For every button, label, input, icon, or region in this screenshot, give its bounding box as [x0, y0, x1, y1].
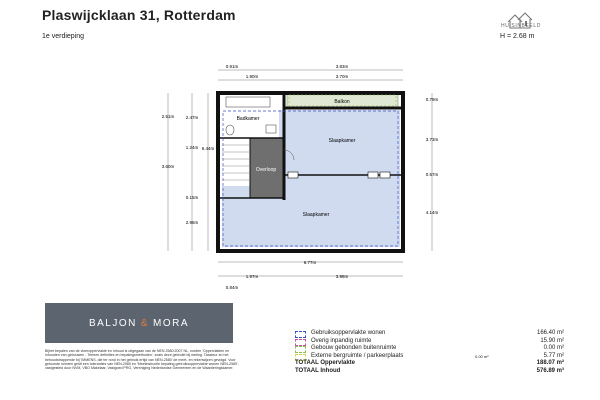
sink [266, 125, 276, 133]
room-label-balcony: Balkon [334, 99, 350, 105]
dim-left-2: 2.47m [185, 115, 199, 120]
dim-left-5: 0.15m [185, 195, 199, 200]
total-area-label: TOTAAL Oppervlakte [295, 360, 356, 366]
total-volume-value: 576.89 m³ [536, 367, 564, 374]
legend-label: Gebruiksoppervlakte wonen [311, 330, 386, 336]
page-title: Plaswijcklaan 31, Rotterdam [42, 7, 236, 23]
bathtub [226, 97, 270, 107]
logo-text: HUISINBEELD [501, 23, 541, 29]
room-label-landing: Overloop [255, 167, 277, 173]
area-legend [295, 330, 570, 375]
dim-top-2: 3.83m [335, 64, 349, 69]
dim-bottom-1: 6.77m [303, 260, 317, 265]
room-label-bathroom: Badkamer [236, 116, 260, 122]
dim-left-1: 2.51m [161, 114, 175, 119]
dim-right-3: 0.57m [425, 172, 439, 177]
dim-bottom-2: 1.97m [245, 274, 259, 279]
dim-left-4: 3.60m [161, 164, 175, 169]
dim-top-1: 0.91m [225, 64, 239, 69]
dim-left-6: 2.96m [185, 220, 199, 225]
total-volume-label: TOTAAL Inhoud [295, 367, 341, 374]
legend-value: 15.90 m² [540, 337, 564, 344]
legend-value: 5.77 m² [543, 352, 564, 359]
dim-bottom-3: 3.98m [335, 274, 349, 279]
legend-extra-value: 0.00 m² [475, 353, 489, 359]
legend-row [295, 353, 570, 361]
dim-left-3: 1.24m [185, 145, 199, 150]
agency-ampersand: & [140, 317, 150, 329]
dim-top-3: 1.90m [245, 74, 259, 79]
legend-row [295, 330, 570, 338]
legend-value: 166.40 m² [536, 330, 564, 336]
legend-value: 0.00 m² [543, 345, 564, 351]
agency-name-1: BALJON [88, 317, 137, 329]
dim-bottom-4: 0.84m [225, 285, 239, 290]
legend-label: Overig inpandig ruimte [311, 337, 372, 344]
legend-total-row [295, 368, 570, 376]
agency-logo [45, 303, 233, 343]
legend-row [295, 345, 570, 353]
agency-name-2: MORA [153, 317, 190, 329]
dim-right-4: 4.14m [425, 210, 439, 215]
legend-row [295, 338, 570, 346]
toilet [226, 125, 234, 135]
legend-label: Gebouw gebonden buitenruimte [311, 345, 397, 351]
room-label-bedroom-1: Slaapkamer [328, 138, 356, 144]
total-area-value: 188.07 m² [536, 360, 564, 366]
dim-top-4: 3.70m [335, 74, 349, 79]
dim-right-1: 0.79m [425, 97, 439, 102]
disclaimer-text: Bijhet bepalen van de vloeroppervlakte en inhoud is uitgegaan van de NEN 2580:2007 NL, norden 'Oppervlakten en inhouden van gebouwen - Termen definities en bepalingsmethoden', zoals deze gebruikt bij meting. Taxateur en het behoudstrappende bij 'IMMENS, die ter rond in het gebruik ertijd van NEN-2580' de meet- en rekenwijzen gevolgd. Voor getoonde ruimten geldt een toleranties van NEN-2580 en 'Meetinstructie bepaling gebruiksoppervlakte wonen NEN-2580', vastgesteld door NVM, VBO Makelaar, Vastgoed PRO, Vereniging Nederlandse Gemeenten en de Waarderingskamer. [45, 349, 239, 371]
floor-label: 1e verdieping [42, 33, 85, 40]
dim-right-2: 3.73m [425, 137, 439, 142]
ceiling-height: H = 2.68 m [500, 33, 535, 40]
dim-left-7: 6.44m [201, 146, 215, 151]
room-label-bedroom-2: Slaapkamer [302, 212, 330, 218]
legend-label: Externe bergruimte / parkeerplaats [311, 352, 404, 359]
legend-total-row [295, 360, 570, 368]
